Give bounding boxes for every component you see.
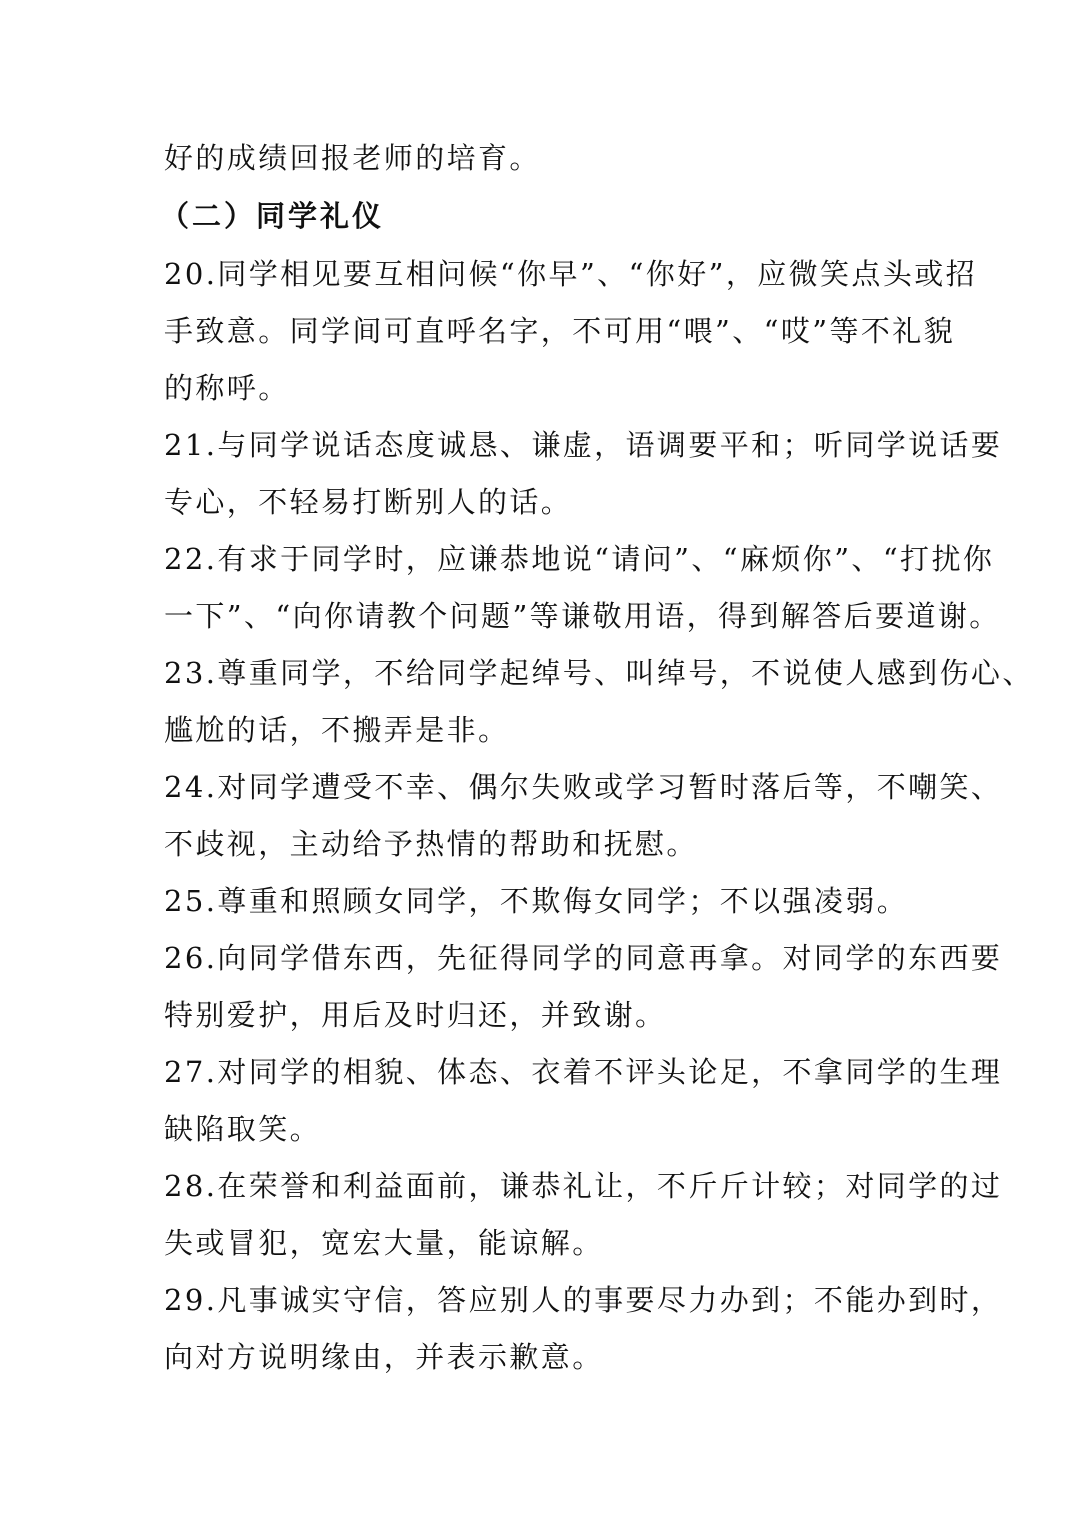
paragraph-line: 23.尊重同学，不给同学起绰号、叫绰号，不说使人感到伤心、: [164, 656, 1034, 690]
paragraph-line: 20.同学相见要互相问候“你早”、“你好”，应微笑点头或招: [164, 257, 978, 291]
paragraph-line: 22.有求于同学时，应谦恭地说“请问”、“麻烦你”、“打扰你: [164, 542, 995, 576]
paragraph-line: 28.在荣誉和利益面前，谦恭礼让，不斤斤计较；对同学的过: [164, 1169, 1003, 1203]
paragraph-line: 失或冒犯，宽宏大量，能谅解。: [164, 1226, 604, 1260]
paragraph-line: 特别爱护，用后及时归还，并致谢。: [164, 998, 667, 1032]
paragraph-line: 25.尊重和照顾女同学，不欺侮女同学；不以强凌弱。: [164, 884, 909, 918]
paragraph-line: 缺陷取笑。: [164, 1112, 322, 1146]
paragraph-line: 手致意。同学间可直呼名字，不可用“喂”、“哎”等不礼貌: [164, 314, 956, 348]
section-heading: （二）同学礼仪: [160, 199, 385, 233]
paragraph-line: 一下”、“向你请教个问题”等谦敬用语，得到解答后要道谢。: [164, 599, 1001, 633]
paragraph-line: 27.对同学的相貌、体态、衣着不评头论足，不拿同学的生理: [164, 1055, 1003, 1089]
paragraph-line: 24.对同学遭受不幸、偶尔失败或学习暂时落后等，不嘲笑、: [164, 770, 1003, 804]
paragraph-line: 尴尬的话，不搬弄是非。: [164, 713, 510, 747]
paragraph-line: 好的成绩回报老师的培育。: [164, 141, 541, 175]
paragraph-line: 29.凡事诚实守信，答应别人的事要尽力办到；不能办到时，: [164, 1283, 1003, 1317]
paragraph-line: 向对方说明缘由，并表示歉意。: [164, 1340, 604, 1374]
paragraph-line: 的称呼。: [164, 371, 290, 405]
paragraph-line: 专心，不轻易打断别人的话。: [164, 485, 573, 519]
paragraph-line: 不歧视，主动给予热情的帮助和抚慰。: [164, 827, 698, 861]
paragraph-line: 21.与同学说话态度诚恳、谦虚，语调要平和；听同学说话要: [164, 428, 1003, 462]
paragraph-line: 26.向同学借东西，先征得同学的同意再拿。对同学的东西要: [164, 941, 1003, 975]
